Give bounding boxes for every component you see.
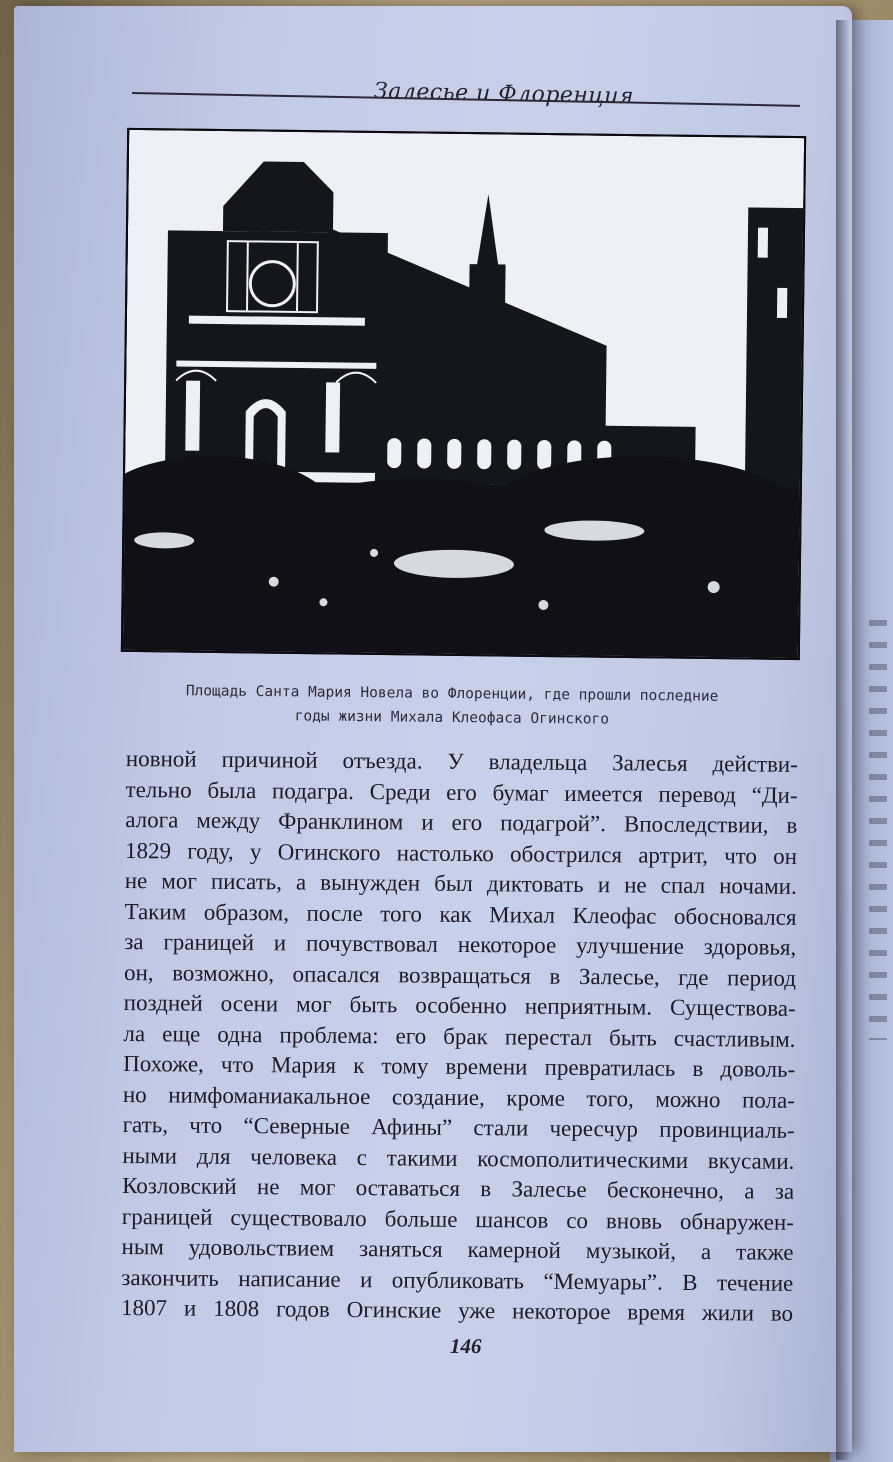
caption-line-1: Площадь Санта Мария Новела во Флоренции, где прошли последние: [185, 683, 719, 705]
body-line: Похоже, что Мария к тому времени превратилась в доволь-: [123, 1050, 796, 1082]
body-line: Козловский не мог оставаться в Залесье бесконечно, а за: [122, 1172, 795, 1204]
church-facade-icon: [123, 130, 804, 658]
body-line: за границей и почувствовал некоторое улучшение здоровья,: [124, 928, 797, 960]
body-line: ными для человека с такими космополитическими вкусами.: [122, 1142, 795, 1174]
body-line: гать, что “Северные Афины” стали чересчур провинциаль-: [122, 1111, 795, 1143]
body-line: закончить написание и опубликовать “Мемуары”. В течение: [121, 1264, 794, 1296]
caption-line-2: годы жизни Михала Клеофаса Огинского: [294, 708, 610, 728]
body-line: Таким образом, после того как Михал Клеофас обосновался: [124, 898, 797, 930]
body-line: новной причиной отъезда. У владельца Залесья действи-: [125, 745, 798, 777]
body-line: он, возможно, опасался возвращаться в Залесье, где период: [123, 959, 797, 991]
page-number: 146: [449, 1333, 482, 1359]
facing-page-text-marks: [869, 620, 887, 1040]
body-line: ным удовольствием заняться камерной музыкой, а также: [121, 1233, 794, 1265]
running-head: Залесье и Флоренция: [373, 78, 635, 110]
body-line: не мог писать, а вынужден был диктовать и не спал ночами.: [124, 867, 797, 899]
body-line: 1807 и 1808 годов Огинские уже некоторое время жили во: [120, 1294, 794, 1326]
church-facade-photo: [121, 128, 806, 660]
body-line: алога между Франклином и его подагрой”. Впоследствии, в: [125, 806, 798, 838]
body-line: но нимфоманиакальное создание, кроме того, можно пола-: [122, 1081, 796, 1113]
body-text: [121, 744, 798, 1329]
body-line: 1829 году, у Огинского настолько обострился артрит, что он: [124, 837, 798, 869]
body-line: ла еще одна проблема: его брак перестал быть счастливым.: [123, 1020, 796, 1052]
photo-caption: [132, 679, 772, 734]
body-line: тельно была подагра. Среди его бумаг имеется перевод “Ди-: [125, 776, 798, 808]
body-line: поздней осени мог быть особенно неприятным. Существова-: [123, 989, 796, 1021]
spine-shadow: [836, 20, 850, 1460]
book-page: [14, 6, 852, 1452]
body-line: границей существовало больше шансов со вновь обнаружен-: [121, 1203, 794, 1235]
